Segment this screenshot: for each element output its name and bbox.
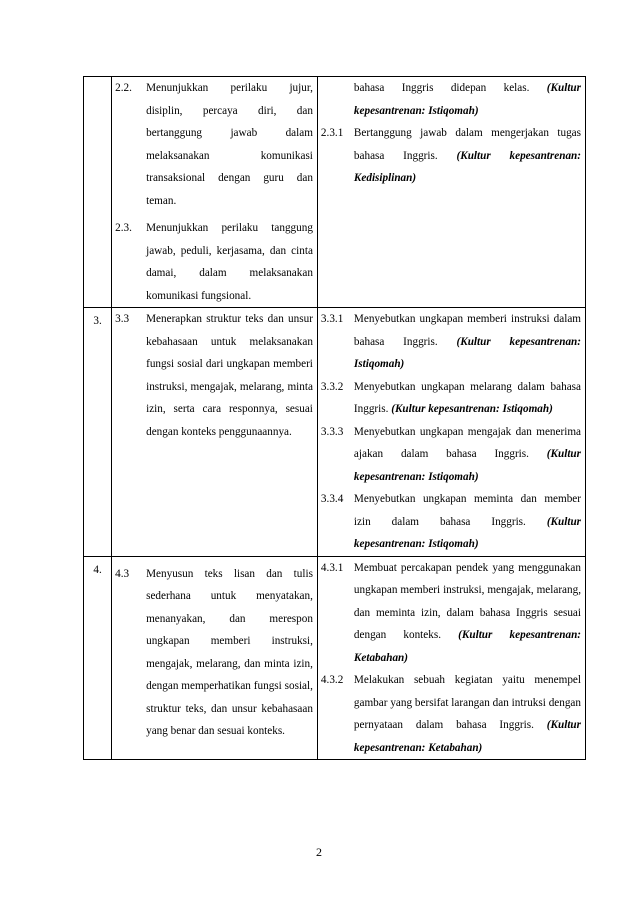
competency-number: 3.3 (115, 313, 130, 325)
indicator-text: Menyebutkan ungkapan memberi instruksi dalam bahasa Inggris. (353, 313, 581, 348)
indicator-item (318, 488, 585, 556)
indicator-number: 4.3.1 (320, 561, 344, 574)
indicator-item (318, 77, 585, 122)
indicator-number: 3.3.3 (320, 425, 344, 438)
table-row (84, 308, 586, 557)
indicator-number: 2.3.1 (320, 127, 344, 139)
competency-text: Menerapkan struktur teks dan unsur kebahasaan untuk melaksanakan fungsi sosial dari ungkapan memberi instruksi, mengajak, melarang, minta izin, serta cara responnya, sesuai dengan konteks penggunaannya. (146, 313, 313, 438)
row-number-cell (84, 556, 112, 760)
indicator-text: Menyebutkan ungkapan meminta dan member izin dalam bahasa Inggris. (353, 493, 581, 528)
table-row (84, 556, 586, 760)
competency-number: 2.3. (115, 222, 132, 234)
competency-number: 4.3 (115, 567, 130, 580)
competency-item (112, 563, 317, 743)
page-number: 2 (316, 845, 322, 859)
kultur-note: (Kultur kepesantrenan: Istiqomah) (353, 515, 582, 550)
indicator-text: Menyebutkan ungkapan mengajak dan menerima ajakan dalam bahasa Inggris. (353, 425, 581, 460)
indicator-cell (317, 556, 585, 760)
indicator-text: Melakukan sebuah kegiatan yaitu menempel gambar yang bersifat larangan dan intruksi dengan pernyataan dalam bahasa Inggris. (353, 674, 581, 731)
indicator-item (318, 421, 585, 489)
row-number: 4. (93, 563, 102, 576)
indicator-item (318, 376, 585, 421)
basic-competency-cell (112, 77, 318, 308)
indicator-text: Bertanggung jawab dalam mengerjakan tugas bahasa Inggris. (353, 127, 581, 162)
kultur-note: (Kultur kepesantrenan: Istiqomah) (353, 448, 581, 483)
indicator-item (318, 122, 585, 190)
competency-text: Menunjukkan perilaku jujur, disiplin, percaya diri, dan bertanggung jawab dalam melaksanakan komunikasi transaksional dengan guru dan teman. (146, 82, 313, 207)
indicator-text: Menyebutkan ungkapan melarang dalam bahasa Inggris. (353, 380, 581, 415)
kultur-note: (Kultur kepesantrenan: Istiqomah) (353, 335, 581, 370)
basic-competency-cell (112, 556, 318, 760)
indicator-item (318, 557, 585, 670)
row-number (84, 77, 111, 79)
competency-table (83, 76, 586, 760)
indicator-item (318, 308, 585, 376)
competency-text: Menunjukkan perilaku tanggung jawab, peduli, kerjasama, dan cinta damai, dalam melaksanakan komunikasi fungsional. (146, 222, 313, 302)
competency-item (112, 217, 317, 307)
competency-item (112, 308, 317, 443)
indicator-number: 3.3.1 (320, 313, 344, 325)
kultur-note: (Kultur kepesantrenan: Istiqomah) (353, 82, 581, 117)
kultur-note: (Kultur kepesantrenan: Istiqomah) (391, 403, 553, 415)
basic-competency-cell (112, 308, 318, 557)
indicator-number: 4.3.2 (320, 674, 344, 686)
indicator-number: 3.3.2 (320, 380, 344, 393)
row-number-cell (84, 77, 112, 308)
table-row (84, 77, 586, 308)
indicator-cell (317, 308, 585, 557)
indicator-text: Membuat percakapan pendek yang menggunakan ungkapan memberi instruksi, mengajak, melarang, dan meminta izin, dalam bahasa Inggris sesuai dengan konteks. (353, 561, 581, 641)
indicator-cell (317, 77, 585, 308)
kultur-note: (Kultur kepesantrenan: Ketabahan) (353, 629, 582, 664)
kultur-note: (Kultur kepesantrenan: Ketabahan) (353, 719, 581, 754)
indicator-text: bahasa Inggris didepan kelas. (353, 82, 530, 94)
indicator-number: 3.3.4 (320, 493, 344, 505)
row-number-cell (84, 308, 112, 557)
indicator-item (318, 669, 585, 759)
row-number: 3. (93, 315, 102, 327)
competency-number: 2.2. (115, 82, 132, 94)
competency-text: Menyusun teks lisan dan tulis sederhana untuk menyatakan, menanyakan, dan merespon ungkapan memberi instruksi, mengajak, melarang, dan minta izin, dengan memperhatikan fungsi sosial, struktur teks, dan unsur kebahasaan yang benar dan sesuai konteks. (146, 567, 313, 737)
competency-item (112, 77, 317, 212)
kultur-note: (Kultur kepesantrenan: Kedisiplinan) (353, 149, 581, 184)
